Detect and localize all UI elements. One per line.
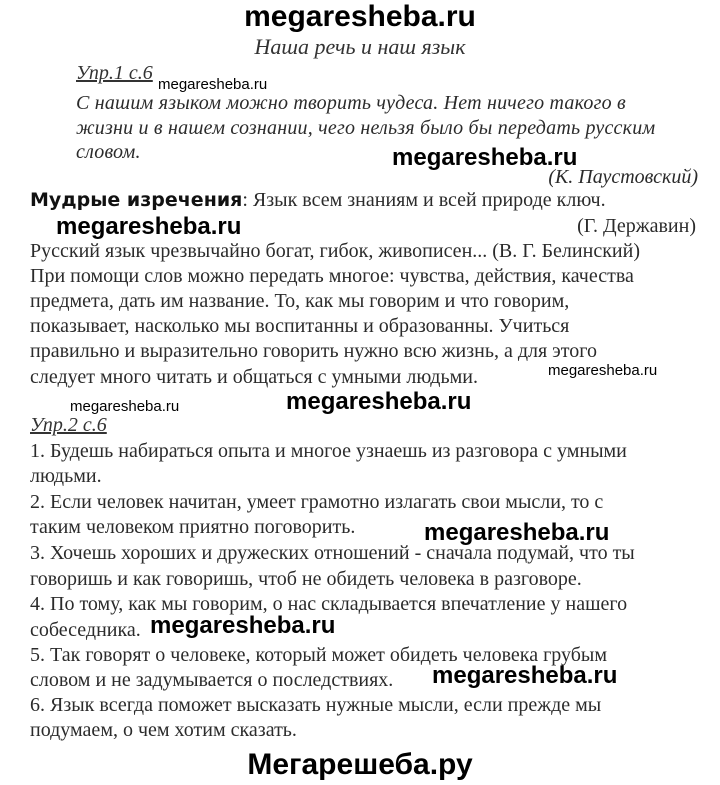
watermark-bold: megaresheba.ru xyxy=(432,662,618,689)
wise-sayings-label: Мудрые изречения xyxy=(30,189,243,211)
answer-3-line-1: 3. Хочешь хороших и дружеских отношений - сначала подумай, что ты xyxy=(30,542,635,564)
watermark-bold: megaresheba.ru xyxy=(424,519,610,546)
paragraph-line-1: При помощи слов можно передать многое: чувства, действия, качества xyxy=(30,265,634,287)
watermark-top: megaresheba.ru xyxy=(244,0,476,33)
quote-author: (К. Паустовский) xyxy=(548,166,698,188)
quote-line-2: жизни и в нашем сознании, чего нельзя было бы передать русским xyxy=(76,117,656,139)
answer-1-line-2: людьми. xyxy=(30,465,102,487)
answer-4-line-1: 4. По тому, как мы говорим, о нас складывается впечатление у нашего xyxy=(30,593,628,615)
paragraph-line-5: следует много читать и общаться с умными людьми. xyxy=(30,366,478,388)
watermark-bold: megaresheba.ru xyxy=(150,612,336,639)
footer-watermark: Мегарешеба.ру xyxy=(247,748,473,781)
exercise-2-label: Упр.2 с.6 xyxy=(30,414,107,436)
wise-sayings-author: (Г. Державин) xyxy=(577,215,696,237)
watermark-small: megaresheba.ru xyxy=(158,76,268,93)
watermark-bold: megaresheba.ru xyxy=(392,144,578,171)
answer-6-line-2: подумаем, о чем хотим сказать. xyxy=(30,719,297,741)
exercise-1-label: Упр.1 с.6 xyxy=(76,62,153,84)
paragraph-line-4: правильно и выразительно говорить нужно всю жизнь, а для этого xyxy=(30,340,597,362)
paragraph-line-2: предмета, дать им название. То, как мы говорим и что говорим, xyxy=(30,290,570,312)
answer-2-line-2: таким человеком приятно поговорить. xyxy=(30,516,356,538)
belinsky-quote: Русский язык чрезвычайно богат, гибок, живописен... (В. Г. Белинский) xyxy=(30,240,640,262)
answer-1-line-1: 1. Будешь набираться опыта и многое узнаешь из разговора с умными xyxy=(30,440,627,462)
answer-3-line-2: говоришь и как говоришь, чтоб не обидеть человека в разговоре. xyxy=(30,568,582,590)
wise-sayings-text: : Язык всем знаниям и всей природе ключ. xyxy=(242,189,606,211)
paragraph-line-3: показывает, насколько мы воспитанны и образованны. Учиться xyxy=(30,315,570,337)
watermark-small: megaresheba.ru xyxy=(548,362,658,379)
watermark-small: megaresheba.ru xyxy=(70,398,180,415)
answer-5-line-2: словом и не задумывается о последствиях. xyxy=(30,669,394,691)
wise-sayings-line xyxy=(30,189,606,212)
quote-line-3: словом. xyxy=(76,141,141,163)
answer-6-line-1: 6. Язык всегда поможет высказать нужные мысли, если прежде мы xyxy=(30,694,602,716)
quote-line-1: С нашим языком можно творить чудеса. Нет ничего такого в xyxy=(76,92,626,114)
answer-5-line-1: 5. Так говорят о человеке, который может обидеть человека грубым xyxy=(30,644,608,666)
answer-2-line-1: 2. Если человек начитан, умеет грамотно излагать свои мысли, то с xyxy=(30,491,604,513)
watermark-bold: megaresheba.ru xyxy=(56,213,242,240)
page-title: Наша речь и наш язык xyxy=(254,34,466,59)
watermark-bold: megaresheba.ru xyxy=(286,388,472,415)
answer-4-line-2: собеседника. xyxy=(30,619,141,641)
